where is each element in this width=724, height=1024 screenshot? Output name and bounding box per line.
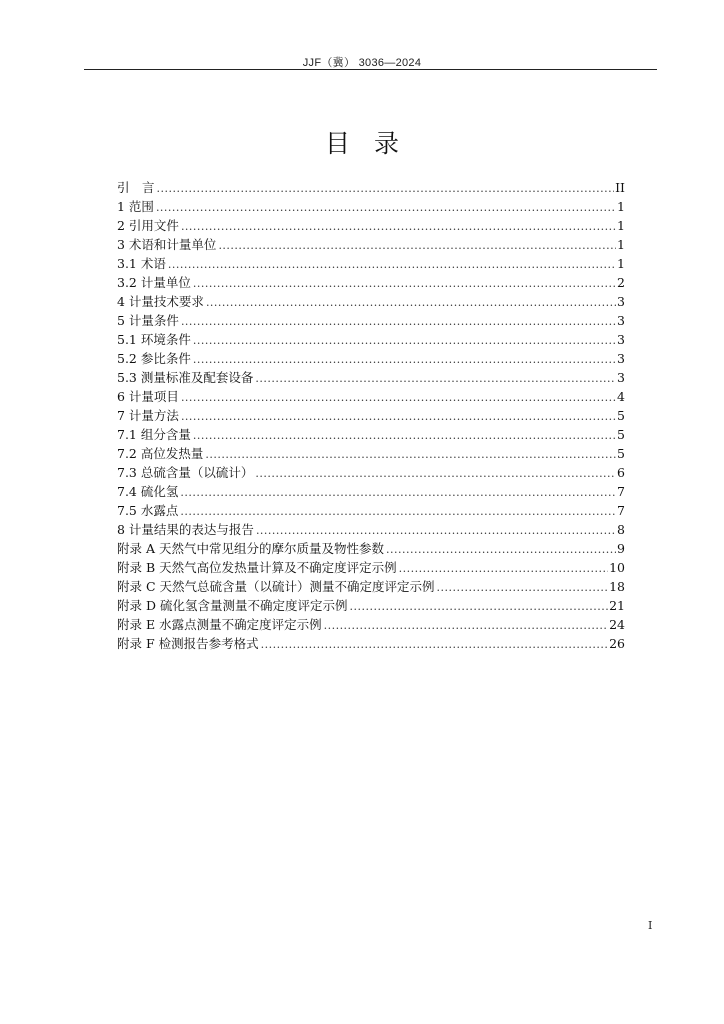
toc-entry-label: 附录 F 检测报告参考格式 <box>117 636 259 651</box>
toc-entry[interactable] <box>117 634 625 653</box>
toc-entry[interactable] <box>117 539 625 558</box>
toc-leader-dots <box>181 388 616 407</box>
toc-leader-dots <box>157 179 615 198</box>
toc-leader-dots <box>193 274 616 293</box>
toc-entry-page: 3 <box>617 351 625 366</box>
toc-leader-dots <box>255 464 616 483</box>
toc-leader-dots <box>193 426 616 445</box>
toc-leader-dots <box>180 483 616 502</box>
toc-entry-label: 5 计量条件 <box>117 313 179 328</box>
toc-leader-dots <box>181 217 616 236</box>
toc-entry[interactable] <box>117 330 625 349</box>
toc-entry[interactable] <box>117 406 625 425</box>
toc-entry-label: 附录 B 天然气高位发热量计算及不确定度评定示例 <box>117 560 397 575</box>
toc-entry[interactable] <box>117 292 625 311</box>
toc-entry-label: 附录 D 硫化氢含量测量不确定度评定示例 <box>117 598 348 613</box>
toc-entry-page: 21 <box>609 598 625 613</box>
toc-entry-label: 3.1 术语 <box>117 256 166 271</box>
toc-entry[interactable] <box>117 501 625 520</box>
toc-entry[interactable] <box>117 273 625 292</box>
toc-entry[interactable] <box>117 368 625 387</box>
toc-leader-dots <box>218 236 616 255</box>
toc-entry[interactable] <box>117 197 625 216</box>
toc-leader-dots <box>261 635 608 654</box>
header-rule <box>84 69 657 70</box>
toc-entry-label: 8 计量结果的表达与报告 <box>117 522 254 537</box>
toc-entry[interactable] <box>117 311 625 330</box>
toc-leader-dots <box>168 255 616 274</box>
toc-entry-label: 3 术语和计量单位 <box>117 237 217 252</box>
toc-entry-label: 5.3 测量标准及配套设备 <box>117 370 254 385</box>
toc-leader-dots <box>193 350 616 369</box>
toc-entry-page: 5 <box>617 446 625 461</box>
toc-entry[interactable] <box>117 349 625 368</box>
toc-leader-dots <box>180 502 616 521</box>
toc-leader-dots <box>386 540 616 559</box>
toc-leader-dots <box>256 521 616 540</box>
toc-entry-page: 3 <box>617 370 625 385</box>
toc-entry-label: 7.2 高位发热量 <box>117 446 204 461</box>
toc-entry-page: 5 <box>617 427 625 442</box>
table-of-contents <box>117 178 625 653</box>
toc-entry-label: 5.1 环境条件 <box>117 332 191 347</box>
toc-leader-dots <box>181 407 616 426</box>
toc-entry[interactable] <box>117 596 625 615</box>
page-title: 目录 <box>324 129 423 158</box>
toc-entry-page: 3 <box>617 332 625 347</box>
toc-entry-label: 附录 C 天然气总硫含量（以硫计）测量不确定度评定示例 <box>117 579 435 594</box>
toc-entry-page: 1 <box>617 256 625 271</box>
toc-entry[interactable] <box>117 558 625 577</box>
toc-leader-dots <box>437 578 609 597</box>
toc-leader-dots <box>181 312 616 331</box>
toc-entry-page: 3 <box>617 294 625 309</box>
toc-entry[interactable] <box>117 615 625 634</box>
toc-leader-dots <box>255 369 616 388</box>
toc-entry[interactable] <box>117 216 625 235</box>
toc-entry-page: 1 <box>617 237 625 252</box>
toc-entry-label: 7.3 总硫含量（以硫计） <box>117 465 254 480</box>
toc-entry[interactable] <box>117 520 625 539</box>
toc-leader-dots <box>324 616 609 635</box>
toc-entry[interactable] <box>117 482 625 501</box>
toc-entry-page: 7 <box>617 503 625 518</box>
toc-leader-dots <box>193 331 616 350</box>
toc-entry[interactable] <box>117 444 625 463</box>
toc-entry[interactable] <box>117 235 625 254</box>
toc-entry-label: 7 计量方法 <box>117 408 179 423</box>
toc-entry[interactable] <box>117 577 625 596</box>
toc-entry-label: 附录 E 水露点测量不确定度评定示例 <box>117 617 322 632</box>
toc-entry-page: 1 <box>617 218 625 233</box>
page-header: JJF（冀） 3036—2024 <box>302 57 422 69</box>
toc-entry-page: 4 <box>617 389 625 404</box>
toc-entry-label: 7.5 水露点 <box>117 503 179 518</box>
toc-entry-page: 9 <box>617 541 625 556</box>
toc-entry-page: 3 <box>617 313 625 328</box>
toc-entry[interactable] <box>117 463 625 482</box>
page-number: I <box>648 919 653 932</box>
toc-leader-dots <box>399 559 608 578</box>
toc-entry-page: 6 <box>617 465 625 480</box>
toc-entry-page: 8 <box>617 522 625 537</box>
toc-leader-dots <box>205 445 616 464</box>
toc-entry-label: 2 引用文件 <box>117 218 179 233</box>
toc-entry-page: II <box>615 180 625 195</box>
toc-leader-dots <box>156 198 616 217</box>
toc-entry-page: 10 <box>609 560 625 575</box>
toc-entry-label: 7.4 硫化氢 <box>117 484 179 499</box>
toc-leader-dots <box>206 293 616 312</box>
toc-entry-page: 2 <box>617 275 625 290</box>
toc-entry-label: 引 言 <box>117 180 155 195</box>
toc-entry-label: 3.2 计量单位 <box>117 275 191 290</box>
toc-entry-label: 6 计量项目 <box>117 389 179 404</box>
toc-entry[interactable] <box>117 178 625 197</box>
toc-entry-label: 7.1 组分含量 <box>117 427 191 442</box>
toc-entry-page: 7 <box>617 484 625 499</box>
toc-entry-label: 4 计量技术要求 <box>117 294 204 309</box>
toc-entry-page: 1 <box>617 199 625 214</box>
toc-entry-label: 附录 A 天然气中常见组分的摩尔质量及物性参数 <box>117 541 384 556</box>
toc-entry-page: 26 <box>609 636 625 651</box>
toc-entry-label: 1 范围 <box>117 199 154 214</box>
toc-entry-page: 24 <box>609 617 625 632</box>
toc-entry-page: 18 <box>609 579 625 594</box>
toc-entry[interactable] <box>117 254 625 273</box>
toc-leader-dots <box>349 597 608 616</box>
toc-entry-page: 5 <box>617 408 625 423</box>
toc-entry[interactable] <box>117 425 625 444</box>
toc-entry[interactable] <box>117 387 625 406</box>
toc-entry-label: 5.2 参比条件 <box>117 351 191 366</box>
